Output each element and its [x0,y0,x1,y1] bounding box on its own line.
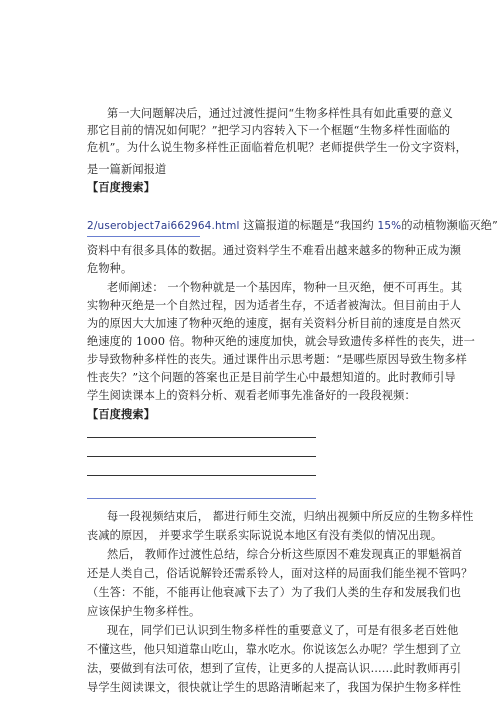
text-line: 老师阐述： 一个物种就是一个基因库，物种一旦灭绝，便不可再生。其 [107,281,463,294]
text-line: 应该保护生物多样性。 [87,605,201,618]
text-line: 实物种灭绝是一个自然过程，因为适者生存，不适者被淘汰。但目前由于人 [87,299,462,312]
text-line: 危物种。 [87,262,133,275]
baidu-search-tag[interactable]: 【百度搜索】 [87,180,156,194]
text-line: 不懂这些，他只知道靠山吃山，靠水吃水。你说该怎么办呢？学生想到了立 [87,643,462,656]
text-line: 绝速度的 1000 倍。物种灭绝的速度加快，就会导致遗传多样性的丧失，进一 [87,335,475,348]
text-line: 资料中有很多具体的数据。通过资料学生不难看出越来越多的物种正成为濒 [87,244,462,257]
news-link[interactable]: 2/userobject7ai662964.html [87,220,240,232]
text-line: 现在，同学们已认识到生物多样性的重要意义了，可是有很多老百姓他 [107,624,459,637]
link-underline [87,236,200,237]
blank-line [87,498,316,499]
text-line: 第一大问题解决后，通过过渡性提问“生物多样性具有如此重要的意义 [107,107,453,120]
baidu-search-tag[interactable]: 【百度搜索】 [87,407,156,421]
link-caption-a: 这篇报道的标题是“我国约 [239,219,378,232]
text-line: 学生阅读课本上的资料分析、观看老师事先准备好的一段段视频： [87,389,416,402]
text-line: 还是人类自己，俗话说解铃还需系铃人，面对这样的局面我们能坐视不管吗？ [87,567,473,580]
news-link-line [87,219,498,233]
link-caption-percent: 15% [377,220,402,232]
text-line: 为的原因大大加速了物种灭绝的速度，据有关资料分析目前的速度是自然灭 [87,317,462,330]
blank-line [87,475,316,476]
text-line: 丧减的原因， 并要求学生联系实际说说本地区有没有类似的情况出现。 [87,529,443,542]
text-line: 每一段视频结束后， 都进行师生交流，归纳出视频中所反应的生物多样性 [107,510,474,523]
text-line: 危机”。为什么说生物多样性正面临着危机呢？老师提供学生一份文字资料， [87,141,468,154]
text-line: 然后， 教师作过渡性总结，综合分析这些原因不难发现真正的罪魁祸首 [107,548,463,561]
text-line: 是一篇新闻报道 [87,163,167,176]
text-line: 那它目前的情况如何呢？”把学习内容转入下一个框题“生物多样性面临的 [87,124,451,137]
text-line: 法，要做到有法可依，想到了宣传，让更多的人提高认识……此时教师再引 [87,662,462,675]
link-caption-b: 的动植物濒临灭绝” [401,219,498,232]
text-line: 导学生阅读课文，很快就让学生的思路清晰起来了，我国为保护生物多样性 [87,681,462,694]
text-line: （生答：不能，不能再让他衰减下去了）为了我们人类的生存和发展我们也 [87,586,462,599]
text-line: 性丧失？”这个问题的答案也正是目前学生心中最想知道的。此时教师引导 [87,371,456,384]
blank-line [87,437,316,438]
blank-line [87,456,316,457]
text-line: 步导致物种多样性的丧失。通过课件出示思考题：“是哪些原因导致生物多样 [87,353,468,366]
